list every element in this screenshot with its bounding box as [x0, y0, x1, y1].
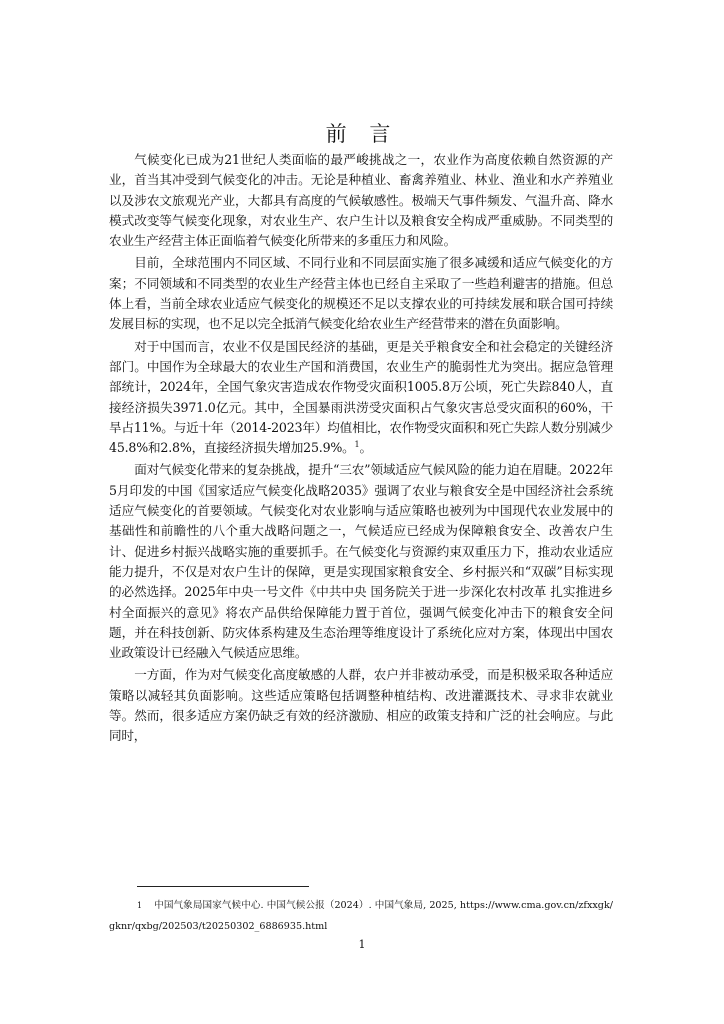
footnote-reference-suffix: 。 — [359, 440, 372, 456]
paragraph-3 — [109, 337, 613, 459]
paragraph-1: 气候变化已成为21世纪人类面临的最严峻挑战之一，农业作为高度依赖自然资源的产业，首当其冲受到气候变化的冲击。无论是种植业、畜禽养殖业、林业、渔业和水产养殖业以及涉农文旅观光产业，大都具有高度的气候敏感性。极端天气事件频发、气温升高、降水模式改变等气候变化现象，对农业生产、农户生计以及粮食安全构成严重威胁。不同类型的农业生产经营主体正面临着气候变化所带来的多重压力和风险。 — [109, 152, 613, 249]
page-number: 1 — [358, 938, 366, 951]
body-text — [109, 150, 613, 749]
paragraph-3-text: 对于中国而言，农业不仅是国民经济的基础，更是关乎粮食安全和社会稳定的关键经济部门。中国作为全球最大的农业生产国和消费国，农业生产的脆弱性尤为突出。据应急管理部统计，2024年，全国气象灾害造成农作物受灾面积1005.8万公顷，死亡失踪840人，直接经济损失3971.0亿元。其中，全国暴雨洪涝受灾面积占气象灾害总受灾面积的60%，干旱占11%。与近十年（2014-2023年）均值相比，农作物受灾面积和死亡失踪人数分别减少45.8%和2.8%，直接经济损失增加25.9%。 — [109, 338, 613, 456]
footnote-mark: 1 — [137, 901, 143, 910]
footnote-reference[interactable]: 1 — [354, 439, 360, 449]
paragraph-2: 目前，全球范围内不同区域、不同行业和不同层面实施了很多减缓和适应气候变化的方案；不同领域和不同类型的农业生产经营主体也已经自主采取了一些趋利避害的措施。但总体上看，当前全球农业适应气候变化的规模还不足以支撑农业的可持续发展和联合国可持续发展目标的实现，也不足以完全抵消气候变化给农业生产经营带来的潜在负面影响。 — [109, 255, 613, 332]
footnote-text: 中国气象局国家气候中心. 中国气候公报（2024）. 中国气象局, 2025, https://www.cma.gov.cn/zfxxgk/gknr/qxbg/202503/t20250302_6886935.html — [109, 900, 613, 932]
footnote — [109, 895, 613, 937]
paragraph-4: 面对气候变化带来的复杂挑战，提升“三农”领域适应气候风险的能力迫在眉睫。2022年5月印发的中国《国家适应气候变化战略2035》强调了农业与粮食安全是中国经济社会系统适应气候变化的首要领域。气候变化对农业影响与适应策略也被列为中国现代农业发展中的基础性和前瞻性的八个重大战略问题之一，气候适应已经成为保障粮食安全、改善农户生计、促进乡村振兴战略实施的重要抓手。在气候变化与资源约束双重压力下，推动农业适应能力提升，不仅是对农户生计的保障，更是实现国家粮食安全、乡村振兴和“双碳”目标实现的必然选择。2025年中央一号文件《中共中央 国务院关于进一步深化农村改革 扎实推进乡村全面振兴的意见》将农产品供给保障能力置于首位，强调气候变化冲击下的粮食安全问题，并在科技创新、防灾体系构建及生态治理等维度设计了系统化应对方案，体现出中国农业政策设计已经融入气候适应思维。 — [109, 462, 613, 661]
paragraph-5: 一方面，作为对气候变化高度敏感的人群，农户并非被动承受，而是积极采取各种适应策略以减轻其负面影响。这些适应策略包括调整种植结构、改进灌溉技术、寻求非农就业等。然而，很多适应方案仍缺乏有效的经济激励、相应的政策支持和广泛的社会响应。与此同时， — [109, 667, 613, 744]
page-title: 前 言 — [325, 122, 399, 146]
footnote-divider — [137, 886, 309, 887]
